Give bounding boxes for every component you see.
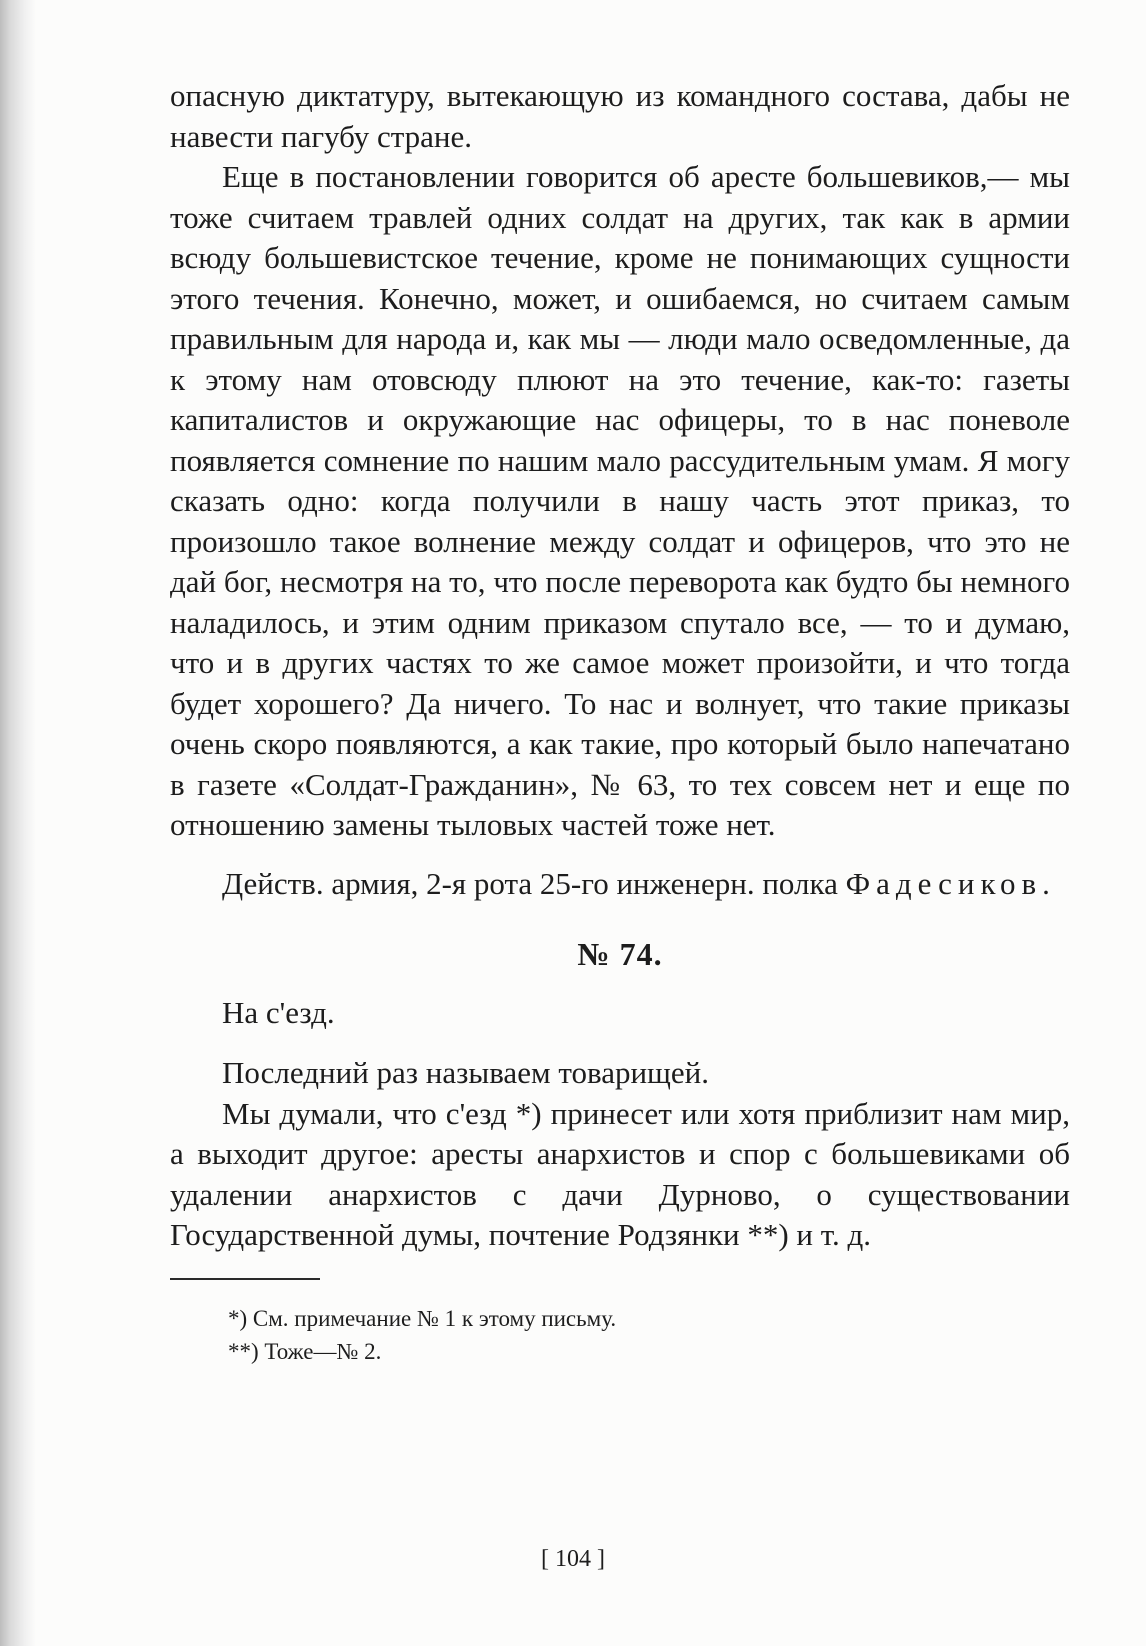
footnote-2: **) Тоже—№ 2.: [228, 1338, 382, 1364]
paragraph-continuation: опасную диктатуру, вытекающую из командного состава, дабы не навести пагубу стране.: [170, 78, 1070, 154]
letter-opening-line: Последний раз называем товарищей.: [222, 1055, 710, 1090]
footnotes-block: [170, 1302, 1070, 1368]
text-column: [170, 76, 1070, 1368]
page-left-edge-shadow: [0, 0, 36, 1646]
document-number-heading: № 74.: [577, 936, 663, 972]
signature-line: [170, 864, 1070, 905]
letter-body-paragraph: Мы думали, что с'езд *) принесет или хотя приблизит нам мир, а выходит другое: аресты анархистов и спор с большевиками об удалении анархистов с дачи Дурново, о существовании Государственной думы, почтение Родзянки **) и т. д.: [170, 1095, 1070, 1252]
paragraph-main: Еще в постановлении говорится об аресте большевиков,— мы тоже считаем травлей одних солдат на других, так как в армии всюду большевистское течение, кроме не понимающих сущности этого течения. Конечно, может, и ошибаемся, но считаем самым правильным для народа и, как мы — люди мало осведомленные, да к этому нам отовсюду плюют на это течение, как-то: газеты капиталистов и окружающие нас офицеры, то в нас поневоле появляется сомнение по нашим мало рассудительным умам. Я могу сказать одно: когда получили в нашу часть этот приказ, то произошло такое волнение между солдат и офицеров, что это не дай бог, несмотря на то, что после переворота как будто бы немного наладилось, и этим одним приказом спутало все, — то и думаю, что и в других частях то же самое может произойти, и что тогда будет хорошего? Да ничего. То нас и волнует, что такие приказы очень скоро появляются, а как такие, про который было напечатано в газете «Солдат-Гражданин», № 63, то тех совсем нет и еще по отношению замены тыловых частей тоже нет.: [170, 159, 1070, 842]
signature-name: Фадесиков.: [845, 865, 1056, 901]
footnote-divider: [170, 1278, 320, 1280]
addressee-line: На с'езд.: [222, 994, 335, 1030]
signature-text: Действ. армия, 2-я рота 25-го инженерн. полка: [222, 865, 846, 901]
footnote-1: *) См. примечание № 1 к этому письму.: [228, 1305, 617, 1331]
page-number: [ 104 ]: [541, 1546, 605, 1572]
